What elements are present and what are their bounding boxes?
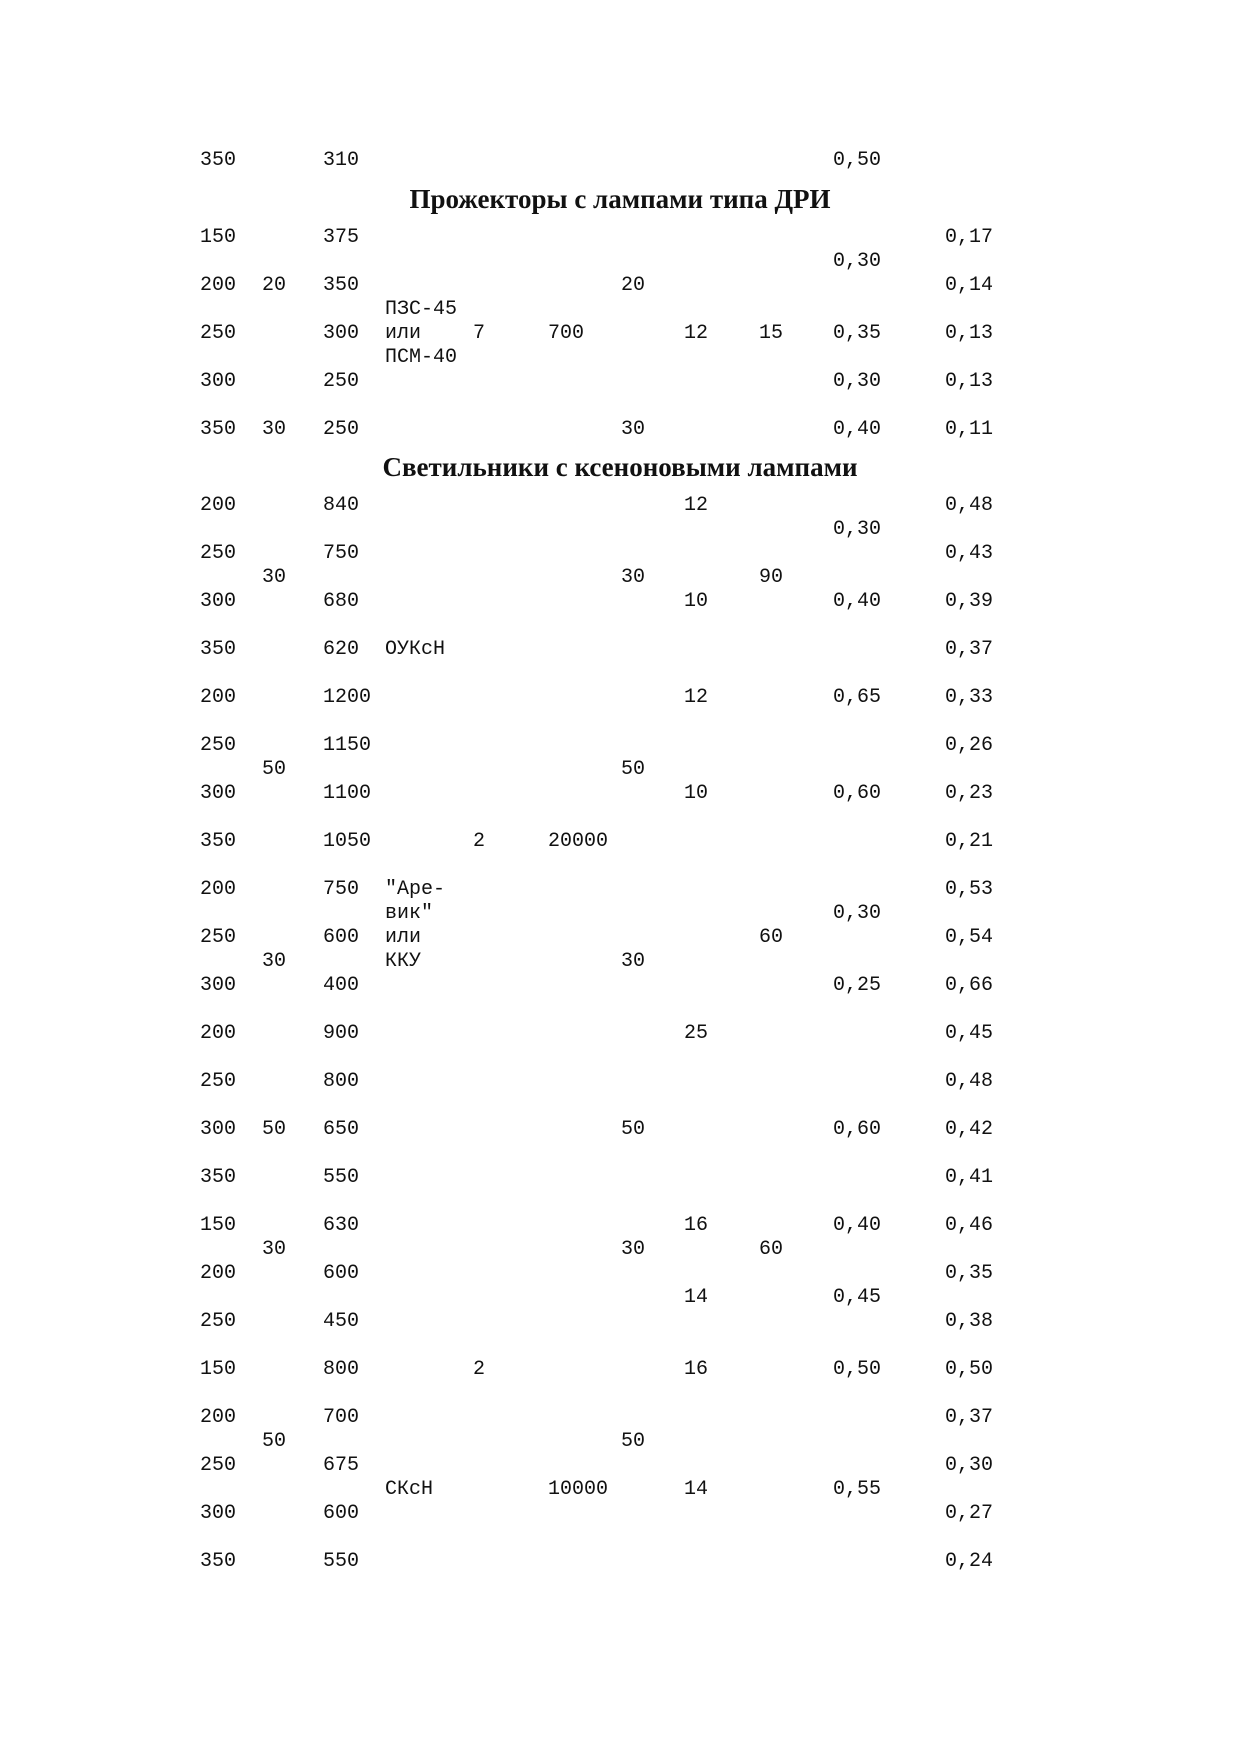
cell: 0,13 bbox=[945, 370, 994, 393]
cell: 50 bbox=[621, 758, 646, 781]
cell: 375 bbox=[323, 226, 360, 249]
cell: 50 bbox=[262, 1430, 287, 1453]
cell: 0,50 bbox=[833, 149, 882, 172]
cell: 30 bbox=[262, 1238, 287, 1261]
cell: 0,30 bbox=[833, 370, 882, 393]
cell: 250 bbox=[200, 322, 237, 345]
cell: вик" bbox=[385, 902, 434, 925]
cell: 0,40 bbox=[833, 590, 882, 613]
cell: 50 bbox=[621, 1430, 646, 1453]
cell: 200 bbox=[200, 686, 237, 709]
cell: 0,21 bbox=[945, 830, 994, 853]
cell: 0,17 bbox=[945, 226, 994, 249]
cell: 300 bbox=[200, 1118, 237, 1141]
section-heading-dri: Прожекторы с лампами типа ДРИ bbox=[409, 184, 831, 214]
cell: 300 bbox=[200, 974, 237, 997]
cell: 0,40 bbox=[833, 1214, 882, 1237]
cell: 800 bbox=[323, 1070, 360, 1093]
cell: 1100 bbox=[323, 782, 372, 805]
cell: 550 bbox=[323, 1550, 360, 1573]
cell: 150 bbox=[200, 1358, 237, 1381]
cell: 50 bbox=[621, 1118, 646, 1141]
cell: 0,35 bbox=[833, 322, 882, 345]
cell: 90 bbox=[759, 566, 784, 589]
cell: 150 bbox=[200, 1214, 237, 1237]
cell: ОУКсН bbox=[385, 638, 446, 661]
cell: 350 bbox=[323, 274, 360, 297]
cell: 0,33 bbox=[945, 686, 994, 709]
cell: 14 bbox=[684, 1286, 709, 1309]
cell: 250 bbox=[200, 1454, 237, 1477]
cell: 250 bbox=[323, 370, 360, 393]
cell: 350 bbox=[200, 418, 237, 441]
cell: 300 bbox=[200, 782, 237, 805]
cell: 250 bbox=[200, 542, 237, 565]
cell: 300 bbox=[200, 370, 237, 393]
cell: 350 bbox=[200, 1550, 237, 1573]
cell: 300 bbox=[323, 322, 360, 345]
cell: или bbox=[385, 926, 422, 949]
cell: 200 bbox=[200, 274, 237, 297]
cell: 0,48 bbox=[945, 494, 994, 517]
cell: 200 bbox=[200, 494, 237, 517]
cell: 0,40 bbox=[833, 418, 882, 441]
cell: 25 bbox=[684, 1022, 709, 1045]
cell: 0,35 bbox=[945, 1262, 994, 1285]
cell: 14 bbox=[684, 1478, 709, 1501]
cell: 0,30 bbox=[833, 518, 882, 541]
cell: 16 bbox=[684, 1358, 709, 1381]
cell: 0,50 bbox=[945, 1358, 994, 1381]
cell: 1200 bbox=[323, 686, 372, 709]
cell: 20 bbox=[621, 274, 646, 297]
cell: 50 bbox=[262, 1118, 287, 1141]
cell: 200 bbox=[200, 1262, 237, 1285]
cell: 350 bbox=[200, 1166, 237, 1189]
cell: 0,30 bbox=[833, 250, 882, 273]
cell: 0,23 bbox=[945, 782, 994, 805]
cell: 680 bbox=[323, 590, 360, 613]
cell: 1050 bbox=[323, 830, 372, 853]
cell: 12 bbox=[684, 494, 709, 517]
cell: 350 bbox=[200, 149, 237, 172]
cell: 200 bbox=[200, 1406, 237, 1429]
cell: СКсН bbox=[385, 1478, 434, 1501]
cell: 10000 bbox=[548, 1478, 609, 1501]
cell: 12 bbox=[684, 686, 709, 709]
cell: 300 bbox=[200, 1502, 237, 1525]
cell: 0,55 bbox=[833, 1478, 882, 1501]
cell: "Аре- bbox=[385, 878, 446, 901]
cell: 0,30 bbox=[833, 902, 882, 925]
cell: 30 bbox=[621, 418, 646, 441]
cell: 900 bbox=[323, 1022, 360, 1045]
cell: 700 bbox=[323, 1406, 360, 1429]
cell: 750 bbox=[323, 878, 360, 901]
cell: ПСМ-40 bbox=[385, 346, 458, 369]
cell: 2 bbox=[473, 830, 486, 853]
cell: 400 bbox=[323, 974, 360, 997]
cell: 150 bbox=[200, 226, 237, 249]
cell: 200 bbox=[200, 1022, 237, 1045]
cell: 0,53 bbox=[945, 878, 994, 901]
cell: 0,27 bbox=[945, 1502, 994, 1525]
cell: 310 bbox=[323, 149, 360, 172]
cell: 0,37 bbox=[945, 638, 994, 661]
cell: 30 bbox=[262, 418, 287, 441]
cell: 60 bbox=[759, 926, 784, 949]
cell: 250 bbox=[323, 418, 360, 441]
cell: 12 bbox=[684, 322, 709, 345]
cell: 0,26 bbox=[945, 734, 994, 757]
cell: 800 bbox=[323, 1358, 360, 1381]
cell: 600 bbox=[323, 1502, 360, 1525]
cell: 60 bbox=[759, 1238, 784, 1261]
cell: 30 bbox=[621, 1238, 646, 1261]
cell: 0,43 bbox=[945, 542, 994, 565]
cell: 16 bbox=[684, 1214, 709, 1237]
cell: 30 bbox=[621, 566, 646, 589]
cell: 300 bbox=[200, 590, 237, 613]
cell: 10 bbox=[684, 782, 709, 805]
cell: 0,50 bbox=[833, 1358, 882, 1381]
cell: 7 bbox=[473, 322, 486, 345]
cell: 0,39 bbox=[945, 590, 994, 613]
cell: 0,30 bbox=[945, 1454, 994, 1477]
cell: 600 bbox=[323, 1262, 360, 1285]
cell: ККУ bbox=[385, 950, 422, 973]
cell: 200 bbox=[200, 878, 237, 901]
cell: 0,66 bbox=[945, 974, 994, 997]
cell: 1150 bbox=[323, 734, 372, 757]
cell: 0,46 bbox=[945, 1214, 994, 1237]
cell: 0,24 bbox=[945, 1550, 994, 1573]
cell: 30 bbox=[262, 950, 287, 973]
cell: 0,37 bbox=[945, 1406, 994, 1429]
cell: 0,14 bbox=[945, 274, 994, 297]
cell: 700 bbox=[548, 322, 585, 345]
cell: 620 bbox=[323, 638, 360, 661]
cell: 2 bbox=[473, 1358, 486, 1381]
cell: 0,54 bbox=[945, 926, 994, 949]
cell: 30 bbox=[621, 950, 646, 973]
cell: 0,25 bbox=[833, 974, 882, 997]
cell: 650 bbox=[323, 1118, 360, 1141]
cell: 450 bbox=[323, 1310, 360, 1333]
cell: ПЗС-45 bbox=[385, 298, 458, 321]
cell: 750 bbox=[323, 542, 360, 565]
cell: 0,42 bbox=[945, 1118, 994, 1141]
cell: 30 bbox=[262, 566, 287, 589]
cell: 0,60 bbox=[833, 782, 882, 805]
cell: 0,45 bbox=[833, 1286, 882, 1309]
cell: 350 bbox=[200, 638, 237, 661]
cell: 0,38 bbox=[945, 1310, 994, 1333]
cell: 250 bbox=[200, 926, 237, 949]
cell: 0,60 bbox=[833, 1118, 882, 1141]
cell: 350 bbox=[200, 830, 237, 853]
cell: 840 bbox=[323, 494, 360, 517]
cell: 0,13 bbox=[945, 322, 994, 345]
cell: 250 bbox=[200, 734, 237, 757]
cell: 0,48 bbox=[945, 1070, 994, 1093]
cell: 50 bbox=[262, 758, 287, 781]
cell: 675 bbox=[323, 1454, 360, 1477]
cell: 20000 bbox=[548, 830, 609, 853]
section-heading-xenon: Светильники с ксеноновыми лампами bbox=[382, 452, 858, 482]
cell: 0,11 bbox=[945, 418, 994, 441]
cell: 10 bbox=[684, 590, 709, 613]
cell: 20 bbox=[262, 274, 287, 297]
cell: 600 bbox=[323, 926, 360, 949]
cell: 250 bbox=[200, 1310, 237, 1333]
cell: 15 bbox=[759, 322, 784, 345]
cell: 0,65 bbox=[833, 686, 882, 709]
cell: 0,41 bbox=[945, 1166, 994, 1189]
cell: 0,45 bbox=[945, 1022, 994, 1045]
cell: 630 bbox=[323, 1214, 360, 1237]
cell: 250 bbox=[200, 1070, 237, 1093]
cell: или bbox=[385, 322, 422, 345]
cell: 550 bbox=[323, 1166, 360, 1189]
